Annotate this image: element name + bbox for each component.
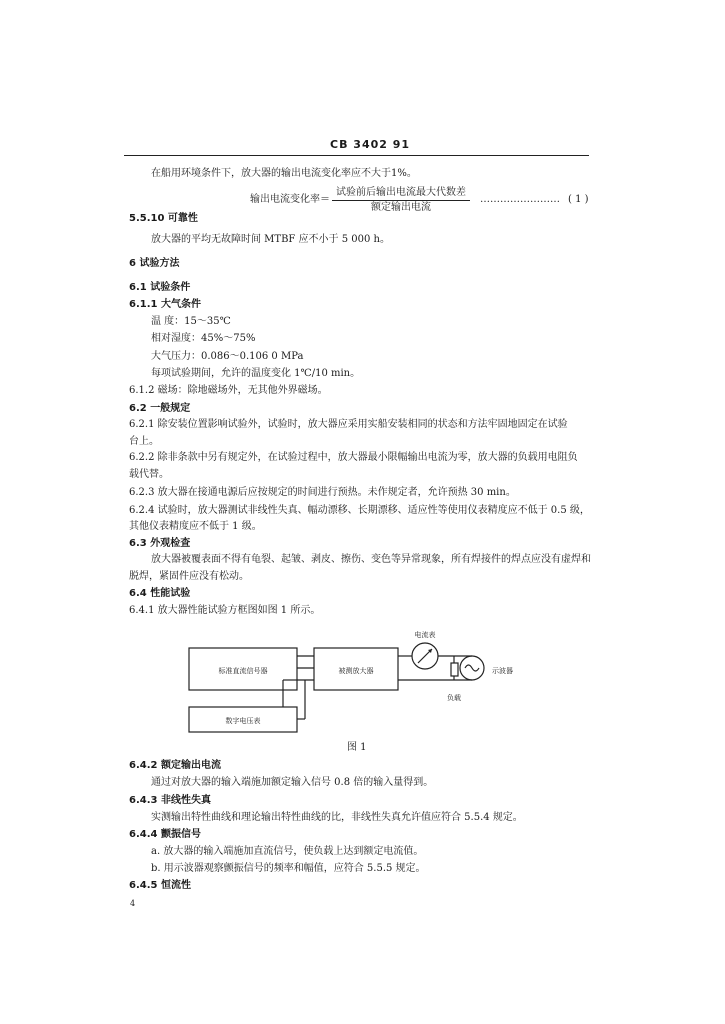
paragraph: 通过对放大器的输入端施加额定输入信号 0.8 倍的输入量得到。 [151,777,434,788]
paragraph: 载代替。 [129,469,169,480]
load-label: 负载 [447,694,461,702]
section-heading: 6.1 试验条件 [129,282,191,293]
section-heading: 6.1.1 大气条件 [129,299,201,310]
paragraph: 脱焊，紧固件应没有松动。 [129,571,249,582]
dvm-box-label: 数字电压表 [225,717,261,725]
section-heading: 6.4.4 颤振信号 [129,829,201,840]
page-number: 4 [130,899,136,908]
condition-line: 大气压力：0.086～0.106 0 MPa [151,351,304,362]
section-heading: 6.2 一般规定 [129,403,191,414]
figure-caption: 图 1 [347,742,367,753]
amplifier-box-label: 被测放大器 [338,667,374,675]
formula-numerator: 试验前后输出电流最大代数差 [336,187,466,198]
paragraph: 其他仪表精度应不低于 1 级。 [129,521,262,532]
condition-line: 温 度：15～35℃ [151,316,231,327]
paragraph: 实测输出特性曲线和理论输出特性曲线的比，非线性失真允许值应符合 5.5.4 规定。 [151,812,523,823]
section-heading: 6 试验方法 [129,258,180,269]
paragraph: 每项试验期间，允许的温度变化 1℃/10 min。 [151,368,361,379]
standard-signal-box-label: 标准直流信号器 [218,667,268,675]
ammeter-label: 电流表 [414,631,436,639]
section-heading: 6.4 性能试验 [129,588,191,599]
formula-denominator: 额定输出电流 [371,202,431,213]
paragraph: 6.4.1 放大器性能试验方框图如图 1 所示。 [129,605,321,616]
standard-code-header: CB 3402 91 [330,138,411,151]
paragraph: 放大器的平均无故障时间 MTBF 应不小于 5 000 h。 [151,234,390,245]
load-resistor [451,663,458,676]
paragraph: 放大器被覆表面不得有龟裂、起皱、剥皮、擦伤、变色等异常现象，所有焊接件的焊点应没有虚焊和 [151,554,591,565]
paragraph: 6.2.3 放大器在接通电源后应按规定的时间进行预热。未作规定者，允许预热 30 min。 [129,487,516,498]
paragraph: 台上。 [129,436,159,447]
condition-line: 相对湿度：45%～75% [151,333,256,344]
paragraph: 在船用环境条件下，放大器的输出电流变化率应不大于1%。 [151,168,417,179]
list-item: b. 用示波器观察颤振信号的频率和幅值，应符合 5.5.5 规定。 [151,863,426,874]
formula-lhs: 输出电流变化率＝ [250,194,330,205]
section-heading: 5.5.10 可靠性 [129,213,198,224]
formula-leader-dots: …………………… [480,194,560,205]
paragraph: 6.1.2 磁场：除地磁场外，无其他外界磁场。 [129,385,328,396]
oscilloscope-label: 示波器 [492,667,513,675]
section-heading: 6.4.3 非线性失真 [129,795,211,806]
section-heading: 6.4.2 额定输出电流 [129,760,221,771]
paragraph: 6.2.1 除安装位置影响试验外，试验时，放大器应采用实船安装相同的状态和方法牢固地固定在试验 [129,419,568,430]
section-heading: 6.4.5 恒流性 [129,880,191,891]
paragraph: 6.2.2 除非条款中另有规定外，在试验过程中，放大器最小限幅输出电流为零，放大器的负载用电阻负 [129,452,578,463]
formula-number: ( 1 ) [568,194,589,205]
paragraph: 6.2.4 试验时，放大器测试非线性失真、幅动漂移、长期漂移、适应性等使用仪表精度应不低于 0.5 级， [129,505,590,516]
list-item: a. 放大器的输入端施加直流信号，使负载上达到额定电流值。 [151,846,424,857]
section-heading: 6.3 外观检查 [129,538,191,549]
